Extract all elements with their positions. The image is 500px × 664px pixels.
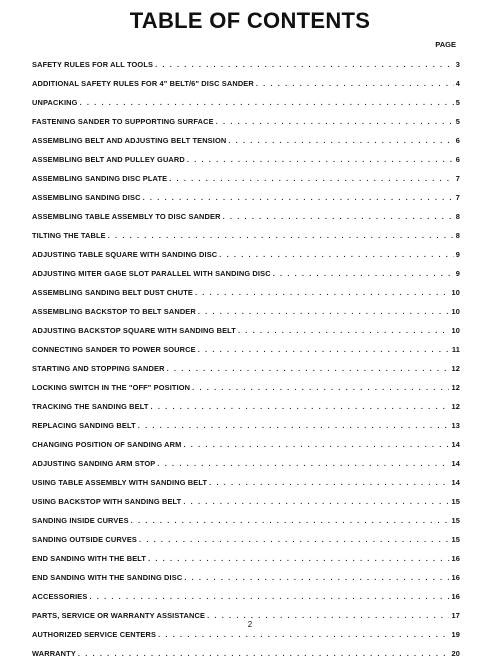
toc-dot-leader [183,440,449,449]
toc-entry [32,169,460,188]
toc-entry-label: UNPACKING [32,98,78,108]
toc-dot-leader [198,307,450,316]
toc-entry [32,264,460,283]
toc-entry-label: USING BACKSTOP WITH SANDING BELT [32,497,182,507]
toc-entry [32,644,460,663]
toc-entry-page: 14 [451,440,460,450]
toc-entry-label: SANDING OUTSIDE CURVES [32,535,138,545]
toc-entry-label: USING TABLE ASSEMBLY WITH SANDING BELT [32,478,208,488]
toc-entry-label: ADJUSTING TABLE SQUARE WITH SANDING DISC [32,250,218,260]
toc-entry-label: ASSEMBLING SANDING DISC [32,193,141,203]
toc-dot-leader [219,250,453,259]
toc-entry-label: ASSEMBLING SANDING DISC PLATE [32,174,168,184]
toc-entry [32,283,460,302]
toc-dot-leader [157,459,449,468]
toc-entry-page: 9 [455,250,460,260]
toc-entry-page: 10 [451,288,460,298]
toc-entry-label: END SANDING WITH THE BELT [32,554,147,564]
toc-dot-leader [209,478,449,487]
toc-entry [32,530,460,549]
toc-entry-page: 16 [451,554,460,564]
toc-dot-leader [158,630,449,639]
toc-entry-label: ASSEMBLING TABLE ASSEMBLY TO DISC SANDER [32,212,221,222]
toc-entry-label: FASTENING SANDER TO SUPPORTING SURFACE [32,117,214,127]
toc-entry-label: ACCESSORIES [32,592,88,602]
toc-entry-page: 14 [451,478,460,488]
toc-entry-label: STARTING AND STOPPING SANDER [32,364,165,374]
toc-entry-label: TRACKING THE SANDING BELT [32,402,149,412]
toc-entry-page: 14 [451,459,460,469]
toc-entry [32,74,460,93]
toc-entry [32,492,460,511]
toc-dot-leader [184,573,449,582]
toc-entry-label: ADJUSTING BACKSTOP SQUARE WITH SANDING BELT [32,326,236,336]
page-column-header: PAGE [435,40,456,49]
toc-dot-leader [143,193,454,202]
toc-entry-label: ASSEMBLING BELT AND ADJUSTING BELT TENSION [32,136,227,146]
toc-dot-leader [139,535,449,544]
toc-dot-leader [273,269,454,278]
footer-page-number: 2 [247,620,253,629]
toc-entry-page: 8 [455,231,460,241]
toc-entry [32,302,460,321]
toc-entry-label: ASSEMBLING BELT AND PULLEY GUARD [32,155,185,165]
toc-entry-page: 5 [455,117,460,127]
toc-dot-leader [223,212,454,221]
toc-entry-page: 7 [455,193,460,203]
toc-entry [32,378,460,397]
toc-dot-leader [148,554,449,563]
toc-entry [32,226,460,245]
toc-entry-label: ADJUSTING SANDING ARM STOP [32,459,156,469]
toc-entry-page: 16 [451,573,460,583]
toc-dot-leader [151,402,450,411]
toc-entry-page: 20 [451,649,460,659]
toc-entry [32,245,460,264]
toc-dot-leader [187,155,454,164]
toc-entry-page: 12 [451,364,460,374]
toc-entry [32,549,460,568]
toc-entry-page: 7 [455,174,460,184]
toc-entry-page: 6 [455,155,460,165]
toc-entry-label: ADDITIONAL SAFETY RULES FOR 4" BELT/6" DISC SANDER [32,79,254,89]
toc-entry [32,454,460,473]
toc-entry-label: CONNECTING SANDER TO POWER SOURCE [32,345,196,355]
toc-entry-page: 15 [451,535,460,545]
toc-dot-leader [78,649,450,658]
toc-entry-page: 4 [455,79,460,89]
page-title: TABLE OF CONTENTS [129,8,371,33]
toc-entry-page: 5 [455,98,460,108]
toc-entry-page: 13 [451,421,460,431]
toc-entry [32,473,460,492]
toc-entry [32,55,460,74]
toc-entry-label: AUTHORIZED SERVICE CENTERS [32,630,157,640]
toc-entry [32,321,460,340]
toc-dot-leader [228,136,453,145]
toc-entry-page: 12 [451,383,460,393]
toc-dot-leader [169,174,454,183]
toc-dot-leader [108,231,454,240]
toc-dot-leader [198,345,450,354]
toc-entry-page: 17 [451,611,460,621]
toc-entry-page: 12 [451,402,460,412]
toc-dot-leader [89,592,449,601]
toc-entry [32,112,460,131]
toc-entry [32,511,460,530]
toc-entry-label: CHANGING POSITION OF SANDING ARM [32,440,182,450]
toc-dot-leader [138,421,450,430]
toc-entry-page: 15 [451,516,460,526]
toc-entry [32,93,460,112]
toc-entry [32,150,460,169]
toc-entry [32,397,460,416]
toc-entry [32,207,460,226]
toc-entry-page: 11 [451,345,460,355]
toc-entry-page: 15 [451,497,460,507]
toc-entry [32,340,460,359]
toc-entry-label: PARTS, SERVICE OR WARRANTY ASSISTANCE [32,611,206,621]
toc-entry-label: SANDING INSIDE CURVES [32,516,129,526]
toc-entry-label: SAFETY RULES FOR ALL TOOLS [32,60,154,69]
toc-entry-label: ADJUSTING MITER GAGE SLOT PARALLEL WITH SANDING DISC [32,269,271,279]
toc-dot-leader [167,364,450,373]
toc-dot-leader [80,98,454,107]
toc-entry [32,188,460,207]
toc-entry-page: 10 [451,307,460,317]
toc-entry-page: 6 [455,136,460,146]
toc-entry [32,435,460,454]
toc-entry [32,416,460,435]
toc-entry [32,359,460,378]
toc-entry-label: ASSEMBLING BACKSTOP TO BELT SANDER [32,307,196,317]
toc-entry-page: 9 [455,269,460,279]
table-of-contents [32,55,460,664]
toc-entry-label: TILTING THE TABLE [32,231,106,241]
toc-entry [32,568,460,587]
toc-entry-page: 16 [451,592,460,602]
toc-dot-leader [256,79,454,88]
toc-entry-label: LOCKING SWITCH IN THE "OFF" POSITION [32,383,191,393]
toc-dot-leader [192,383,449,392]
toc-dot-leader [155,60,454,69]
toc-entry [32,131,460,150]
toc-entry-label: END SANDING WITH THE SANDING DISC [32,573,183,583]
toc-dot-leader [131,516,450,525]
toc-entry-page: 19 [451,630,460,640]
toc-entry-page: 8 [455,212,460,222]
toc-entry-page: 10 [451,326,460,336]
toc-dot-leader [238,326,450,335]
toc-dot-leader [216,117,454,126]
toc-entry-label: ASSEMBLING SANDING BELT DUST CHUTE [32,288,193,298]
toc-dot-leader [183,497,449,506]
toc-entry-label: REPLACING SANDING BELT [32,421,136,431]
toc-entry [32,587,460,606]
toc-entry-label: WARRANTY [32,649,76,659]
toc-entry-page: 3 [455,60,460,69]
toc-dot-leader [195,288,449,297]
